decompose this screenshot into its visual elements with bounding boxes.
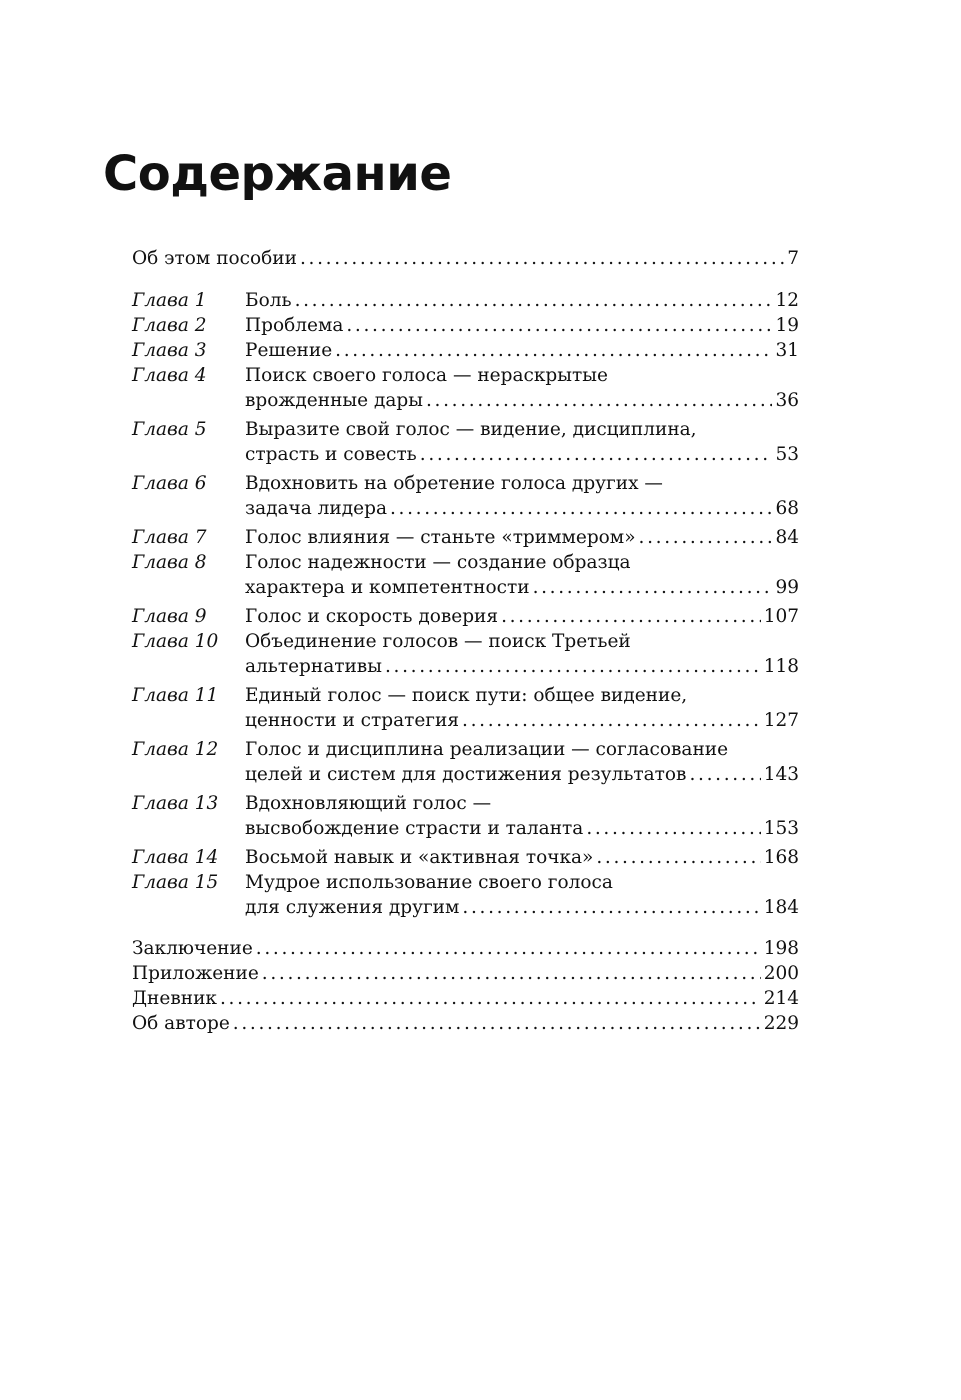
entry-body — [245, 870, 799, 920]
toc-entry[interactable] — [132, 246, 799, 271]
entry-body — [245, 313, 799, 338]
page-number: 214 — [763, 988, 799, 1009]
page-number: 200 — [763, 963, 799, 984]
dot-leader — [300, 246, 784, 271]
chapter-title-line: Единый голос — поиск пути: общее видение, — [245, 685, 688, 706]
chapter-entry[interactable] — [132, 338, 799, 363]
chapter-title-line: Мудрое использование своего голоса — [245, 872, 613, 893]
page-number: 68 — [775, 498, 799, 519]
chapter-title-row — [245, 288, 799, 313]
chapter-label: Глава 15 — [132, 872, 219, 893]
entry-body — [132, 246, 799, 271]
page-number: 198 — [763, 938, 799, 959]
back-matter-section — [132, 936, 799, 1036]
dot-leader — [586, 816, 760, 841]
chapter-entry[interactable] — [132, 683, 799, 733]
entry-title: Заключение — [132, 938, 253, 959]
chapter-label: Глава 9 — [132, 606, 207, 627]
chapter-title-line: Объединение голосов — поиск Третьей — [245, 631, 631, 652]
entry-body — [245, 737, 799, 787]
entry-body — [245, 683, 799, 733]
toc-entry[interactable] — [132, 986, 799, 1011]
chapter-entry[interactable] — [132, 288, 799, 313]
chapter-title-row — [245, 496, 799, 521]
chapter-title-line: Вдохновляющий голос — — [245, 793, 492, 814]
chapter-title-line: страсть и совесть — [245, 444, 417, 465]
entry-body — [132, 986, 799, 1011]
chapter-title-line: Голос и дисциплина реализации — согласование — [245, 739, 729, 760]
page-number: 184 — [763, 897, 799, 918]
entry-body — [245, 363, 799, 413]
dot-leader — [233, 1011, 761, 1036]
chapter-entry[interactable] — [132, 629, 799, 679]
chapter-label: Глава 2 — [132, 315, 207, 336]
entry-title: Об авторе — [132, 1013, 230, 1034]
chapter-label: Глава 14 — [132, 847, 219, 868]
chapter-title-row — [245, 816, 799, 841]
page-number: 118 — [763, 656, 799, 677]
entry-title: Приложение — [132, 963, 259, 984]
page-number: 99 — [775, 577, 799, 598]
chapter-title-row — [245, 313, 799, 338]
entry-body — [245, 471, 799, 521]
chapter-title-row — [245, 604, 799, 629]
dot-leader — [256, 936, 761, 961]
chapter-label: Глава 8 — [132, 552, 207, 573]
entry-body — [132, 936, 799, 961]
dot-leader — [426, 388, 772, 413]
dot-leader — [639, 525, 773, 550]
chapter-title-line: ценности и стратегия — [245, 710, 460, 731]
chapter-entry[interactable] — [132, 417, 799, 467]
page-number: 84 — [775, 527, 799, 548]
chapter-title-line: Восьмой навык и «активная точка» — [245, 847, 594, 868]
chapter-label: Глава 1 — [132, 290, 207, 311]
chapter-entry[interactable] — [132, 737, 799, 787]
page-number: 168 — [763, 847, 799, 868]
toc-entry[interactable] — [132, 1011, 799, 1036]
dot-leader — [501, 604, 761, 629]
page-number: 229 — [763, 1013, 799, 1034]
chapter-entry[interactable] — [132, 604, 799, 629]
dot-leader — [689, 762, 760, 787]
chapter-title-line: Голос влияния — станьте «триммером» — [245, 527, 636, 548]
chapter-entry[interactable] — [132, 870, 799, 920]
page-number: 107 — [763, 606, 799, 627]
page-number: 127 — [763, 710, 799, 731]
dot-leader — [390, 496, 772, 521]
dot-leader — [420, 442, 773, 467]
dot-leader — [220, 986, 761, 1011]
chapter-label: Глава 3 — [132, 340, 207, 361]
entry-body — [245, 525, 799, 550]
chapter-title-line: Решение — [245, 340, 333, 361]
chapter-title-line: Выразите свой голос — видение, дисциплина, — [245, 419, 697, 440]
chapter-title-row — [245, 708, 799, 733]
chapter-label: Глава 7 — [132, 527, 207, 548]
chapter-title-row — [245, 388, 799, 413]
entry-body — [245, 791, 799, 841]
page-title: Содержание — [103, 146, 452, 202]
chapter-title-line: Вдохновить на обретение голоса других — — [245, 473, 663, 494]
chapter-title-line: альтернативы — [245, 656, 382, 677]
front-matter-section — [132, 246, 799, 271]
chapter-title-line: высвобождение страсти и таланта — [245, 818, 584, 839]
chapters-section — [132, 288, 799, 920]
dot-leader — [385, 654, 761, 679]
chapter-label: Глава 11 — [132, 685, 219, 706]
page-number: 7 — [787, 248, 799, 269]
dot-leader — [596, 845, 760, 870]
chapter-title-row — [245, 575, 799, 600]
toc-entry[interactable] — [132, 961, 799, 986]
chapter-entry[interactable] — [132, 525, 799, 550]
chapter-title-line: Боль — [245, 290, 292, 311]
entry-title-row — [132, 961, 799, 986]
entry-title-row — [132, 936, 799, 961]
chapter-label: Глава 6 — [132, 473, 207, 494]
entry-body — [132, 961, 799, 986]
entry-title-row — [132, 1011, 799, 1036]
chapter-title-line: Проблема — [245, 315, 344, 336]
chapter-label: Глава 12 — [132, 739, 219, 760]
chapter-title-line: характера и компетентности — [245, 577, 530, 598]
chapter-entry[interactable] — [132, 845, 799, 870]
page-number: 153 — [763, 818, 799, 839]
chapter-entry[interactable] — [132, 791, 799, 841]
chapter-label: Глава 5 — [132, 419, 207, 440]
entry-body — [245, 629, 799, 679]
chapter-title-row — [245, 762, 799, 787]
chapter-title-row — [245, 895, 799, 920]
chapter-title-line: задача лидера — [245, 498, 387, 519]
chapter-title-line: врожденные дары — [245, 390, 423, 411]
entry-title-row — [132, 986, 799, 1011]
chapter-title-row — [245, 845, 799, 870]
entry-body — [245, 604, 799, 629]
chapter-title-line: целей и систем для достижения результатов — [245, 764, 687, 785]
chapter-title-line: Поиск своего голоса — нераскрытые — [245, 365, 608, 386]
dot-leader — [462, 708, 761, 733]
page-number: 19 — [775, 315, 799, 336]
chapter-entry[interactable] — [132, 363, 799, 413]
entry-title: Об этом пособии — [132, 248, 297, 269]
page-number: 36 — [775, 390, 799, 411]
entry-title: Дневник — [132, 988, 217, 1009]
page-number: 12 — [775, 290, 799, 311]
toc-entry[interactable] — [132, 936, 799, 961]
dot-leader — [346, 313, 772, 338]
chapter-entry[interactable] — [132, 471, 799, 521]
chapter-title-line: Голос и скорость доверия — [245, 606, 499, 627]
entry-title-row — [132, 246, 799, 271]
chapter-title-row — [245, 338, 799, 363]
chapter-entry[interactable] — [132, 313, 799, 338]
chapter-label: Глава 4 — [132, 365, 207, 386]
chapter-label: Глава 13 — [132, 793, 219, 814]
page-number: 143 — [763, 764, 799, 785]
chapter-title-row — [245, 525, 799, 550]
entry-body — [245, 288, 799, 313]
chapter-title-line: для служения другим — [245, 897, 460, 918]
chapter-title-row — [245, 654, 799, 679]
chapter-title-row — [245, 442, 799, 467]
dot-leader — [295, 288, 773, 313]
entry-body — [245, 417, 799, 467]
chapter-title-line: Голос надежности — создание образца — [245, 552, 631, 573]
dot-leader — [533, 575, 773, 600]
entry-body — [132, 1011, 799, 1036]
entry-body — [245, 845, 799, 870]
dot-leader — [262, 961, 761, 986]
dot-leader — [462, 895, 760, 920]
chapter-entry[interactable] — [132, 550, 799, 600]
table-of-contents — [132, 246, 799, 1036]
page-number: 31 — [775, 340, 799, 361]
page-number: 53 — [775, 444, 799, 465]
entry-body — [245, 338, 799, 363]
chapter-label: Глава 10 — [132, 631, 219, 652]
entry-body — [245, 550, 799, 600]
dot-leader — [335, 338, 772, 363]
